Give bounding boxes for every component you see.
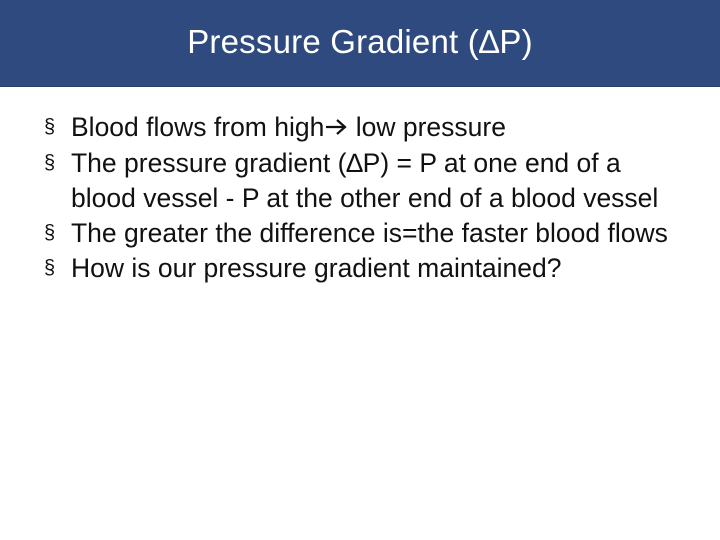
slide-title: Pressure Gradient (∆P)	[187, 22, 533, 60]
bullet-text-after-arrow: low pressure	[348, 112, 506, 142]
bullet-item-3	[44, 216, 684, 251]
bullet-text: The greater the difference is=the faster blood flows	[71, 218, 668, 248]
bullet-item-2	[44, 146, 684, 216]
bullet-text-before-arrow: Blood flows from high	[71, 112, 325, 142]
bullet-item-4	[44, 251, 684, 286]
bullet-marker-icon: §	[44, 116, 56, 138]
arrow-right-icon	[324, 111, 348, 146]
title-bar	[0, 0, 720, 87]
bullet-marker-icon: §	[44, 222, 56, 244]
bullet-text: How is our pressure gradient maintained?	[71, 253, 562, 283]
bullet-marker-icon: §	[44, 152, 56, 174]
bullet-list	[44, 110, 684, 286]
bullet-marker-icon: §	[44, 257, 56, 279]
bullet-item-1	[44, 110, 684, 146]
bullet-text: The pressure gradient (∆P) = P at one end of a blood vessel - P at the other end of a blood vessel	[71, 148, 659, 213]
